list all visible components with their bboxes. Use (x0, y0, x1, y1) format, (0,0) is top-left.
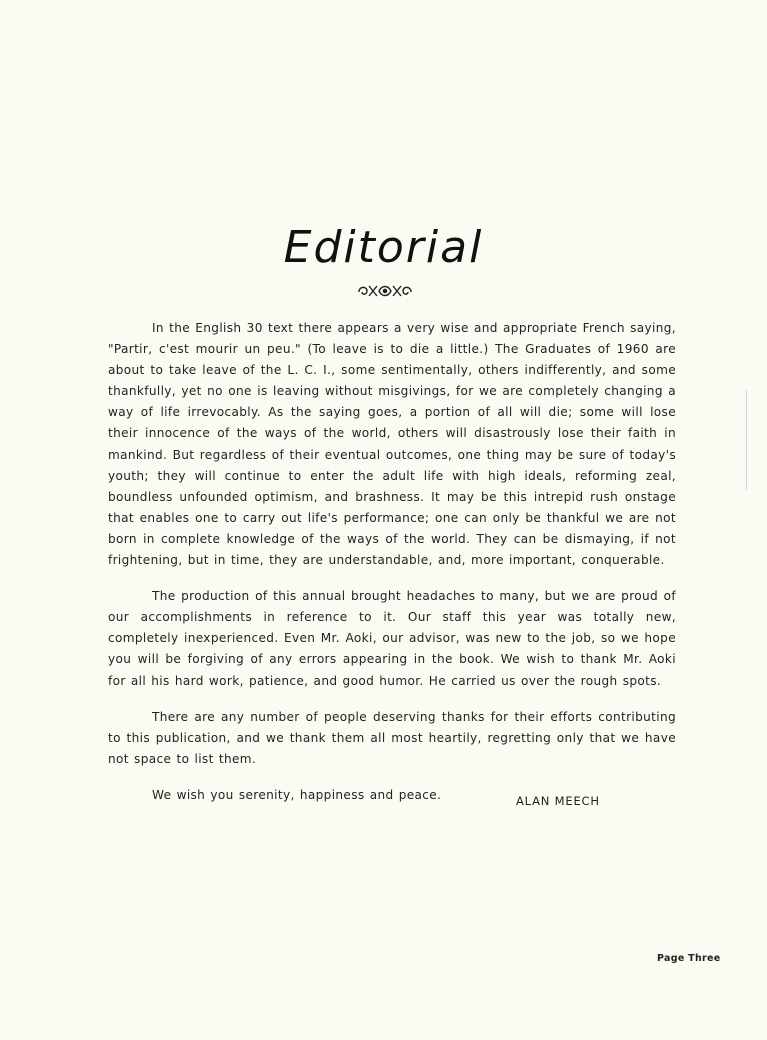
paragraph-1: In the English 30 text there appears a very wise and appropriate French saying, "Partir, c'est mourir un peu." (To leave is to die a little.) The Graduates of 1960 are about to take leave of the L. C. I., some sentimentally, others indifferently, and some thankfully, yet no one is leaving without misgivings, for we are completely changing a way of life irrevocably. As the saying goes, a portion of all will die; some will lose their innocence of the ways of the world, others will disastrously lose their faith in mankind. But regardless of their eventual outcomes, one thing may be sure of today's youth; they will continue to enter the adult life with high ideals, reforming zeal, boundless unfounded optimism, and brashness. It may be this intrepid rush onstage that enables one to carry out life's performance; one can only be thankful we are not born in complete knowledge of the ways of the world. They can be dismaying, if not frightening, but in time, they are understandable, and, more important, conquerable. (108, 321, 676, 568)
decorative-flourish-icon (355, 280, 415, 300)
page-number: Page Three (657, 953, 721, 964)
editorial-body (108, 318, 676, 821)
paragraph-2: The production of this annual brought headaches to many, but we are proud of our accomplishments in reference to it. Our staff this year was totally new, completely inexperienced. Even Mr. Aoki, our advisor, was new to the job, so we hope you will be forgiving of any errors appearing in the book. We wish to thank Mr. Aoki for all his hard work, patience, and good humor. He carried us over the rough spots. (108, 589, 676, 688)
page-title: Editorial (283, 222, 484, 273)
page-edge-mark (746, 390, 747, 490)
author-signature: ALAN MEECH (516, 794, 600, 808)
paragraph-4: We wish you serenity, happiness and peace. (152, 787, 442, 802)
paragraph-3: There are any number of people deserving thanks for their efforts contributing to this publication, and we thank them all most heartily, regretting only that we have not space to list them. (108, 709, 676, 766)
